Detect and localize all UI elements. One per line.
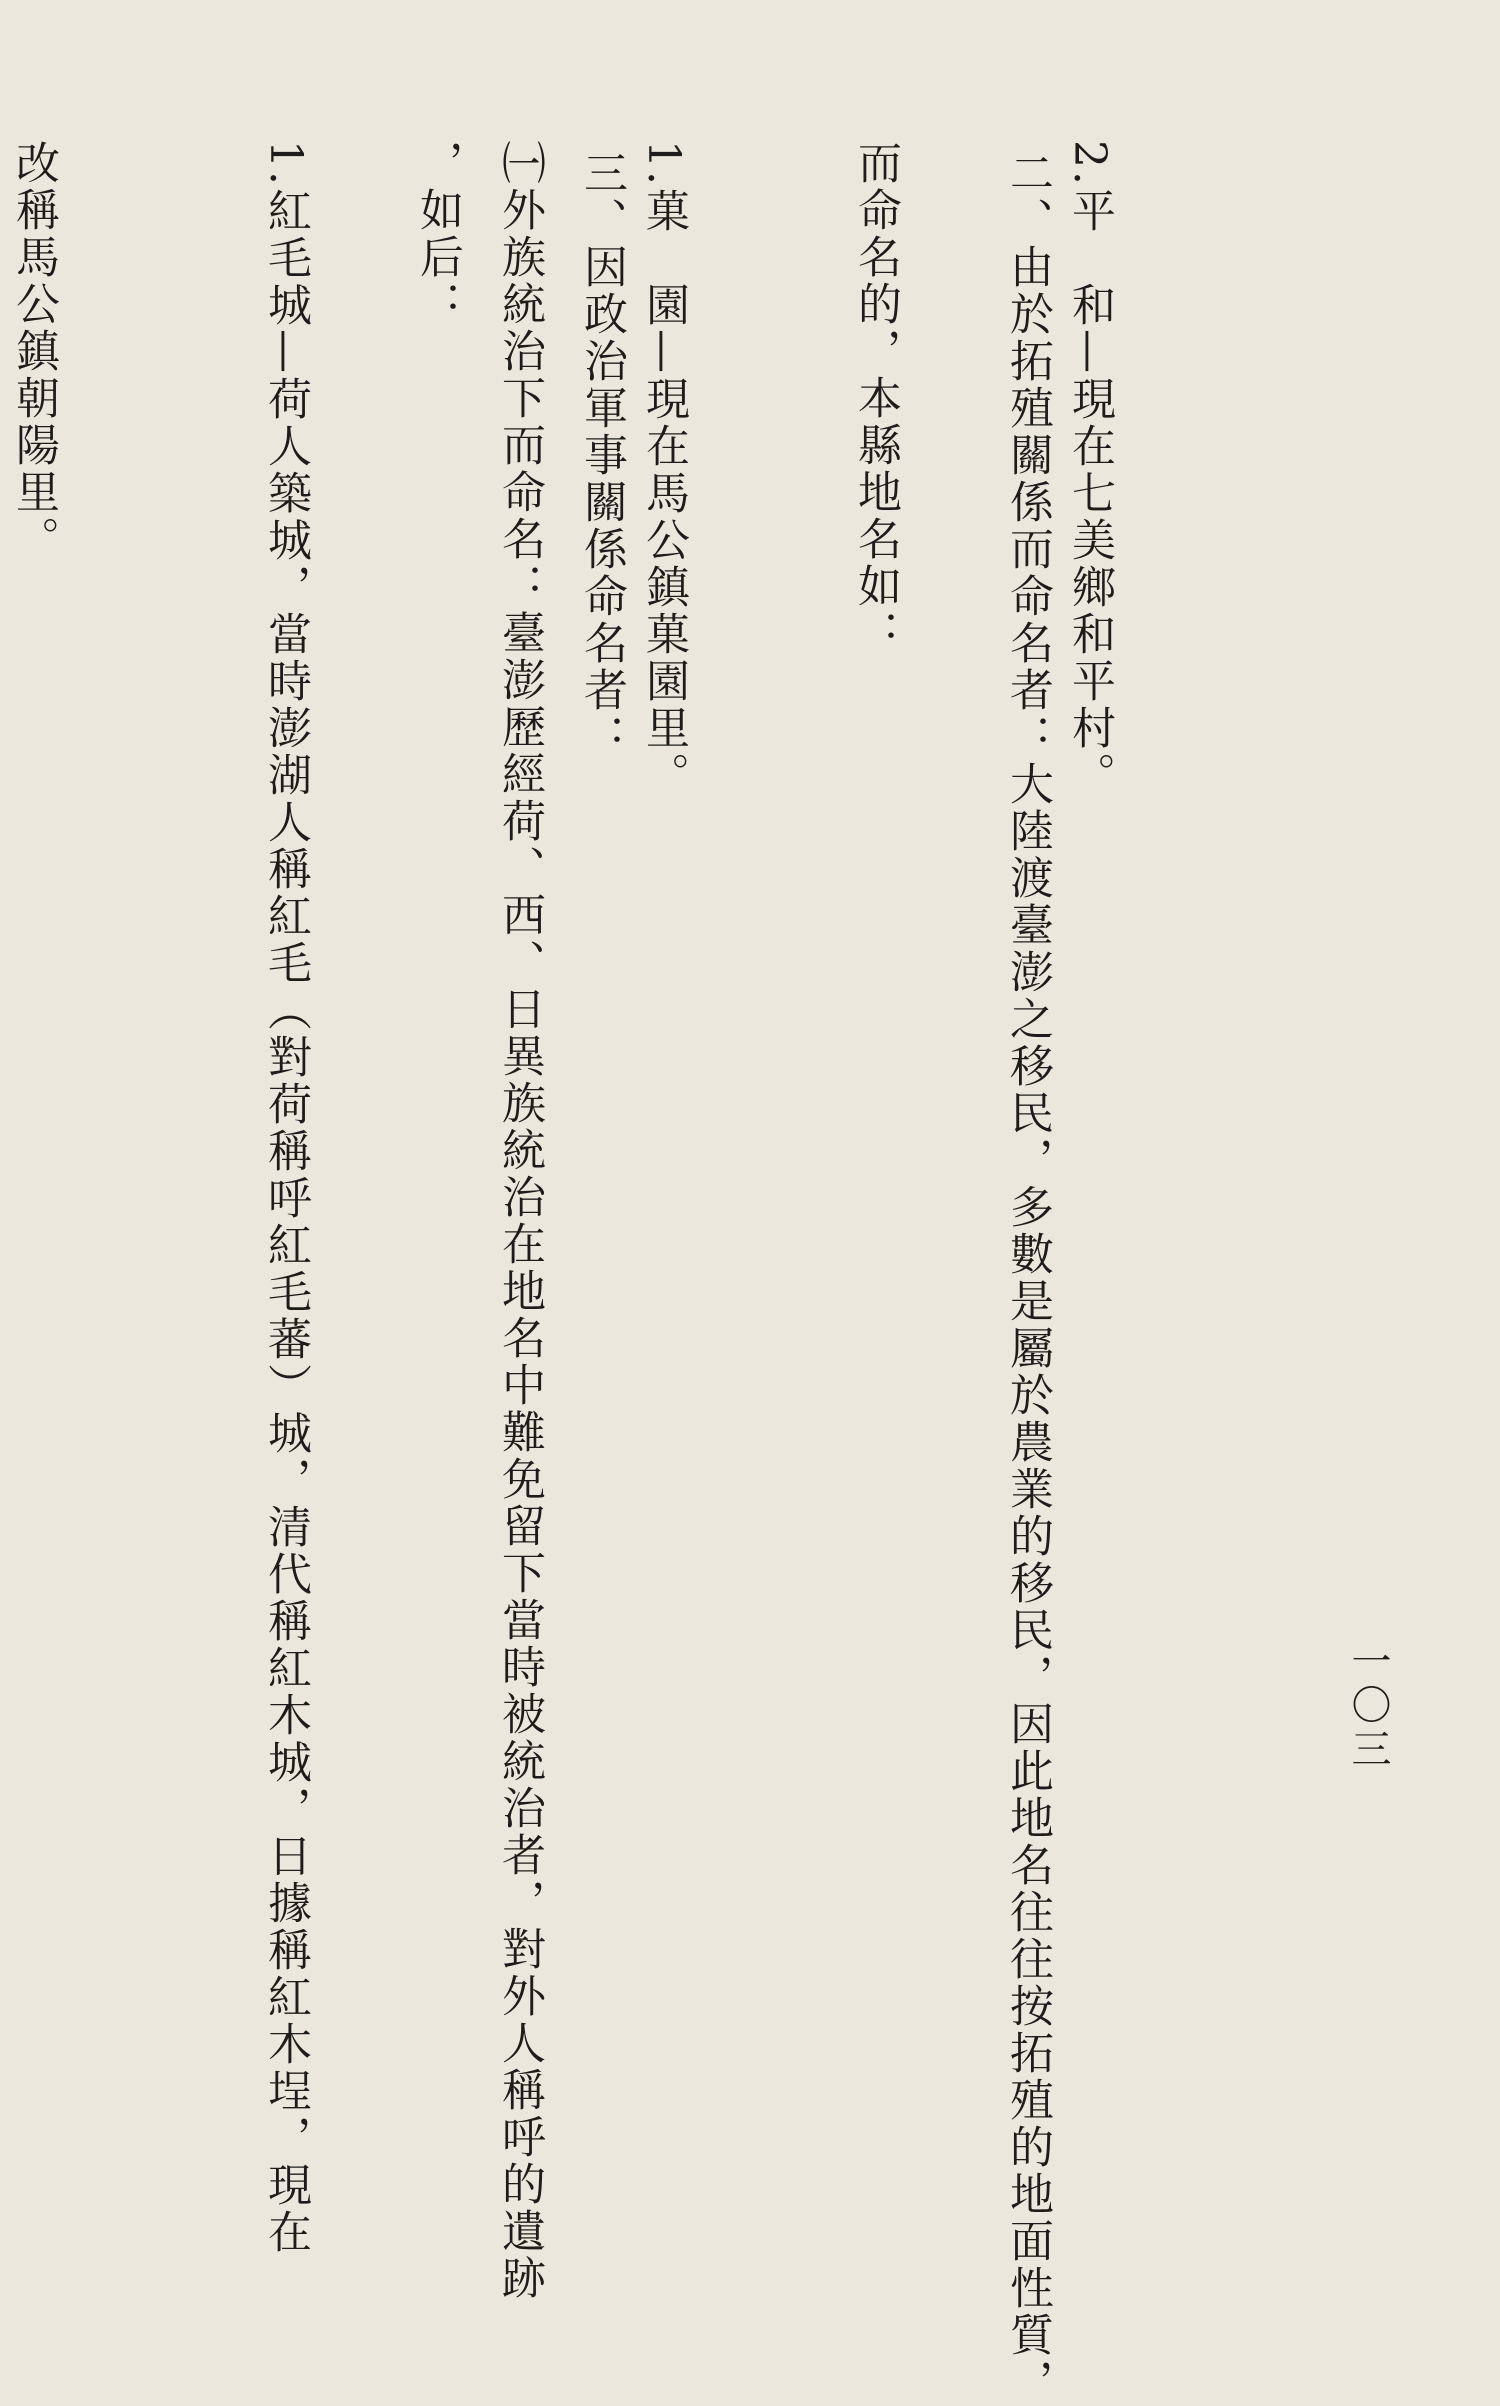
section-heading: 三、因政治軍事關係命名者： xyxy=(576,150,627,761)
text-line: 而命名的，本縣地名如： xyxy=(850,140,901,657)
text-line: ，如后： xyxy=(412,140,463,328)
text-line: 1.菓 園—現在馬公鎮菓園里。 xyxy=(638,140,689,799)
subsection-heading: ㈠外族統治下而命名：臺澎歷經荷、西、日異族統治在地名中難免留下當時被統治者，對外人稱呼的遺跡 xyxy=(494,140,545,2302)
text-line: 2.平 和—現在七美鄉和平村。 xyxy=(1064,140,1115,799)
text-line: 1.紅毛城—荷人築城，當時澎湖人稱紅毛（對荷稱呼紅毛蕃）城，清代稱紅木城，日據稱紅木埕，現在 xyxy=(260,140,311,2256)
page-number: 一〇三 xyxy=(1345,1640,1391,1772)
text-line: 改稱馬公鎮朝陽里。 xyxy=(8,140,59,563)
section-heading: 二、由於拓殖關係而命名者：大陸渡臺澎之移民，多數是屬於農業的移民，因此地名往往按拓殖的地面性質， xyxy=(1002,150,1053,2406)
vertical-text-body xyxy=(8,140,1270,2406)
